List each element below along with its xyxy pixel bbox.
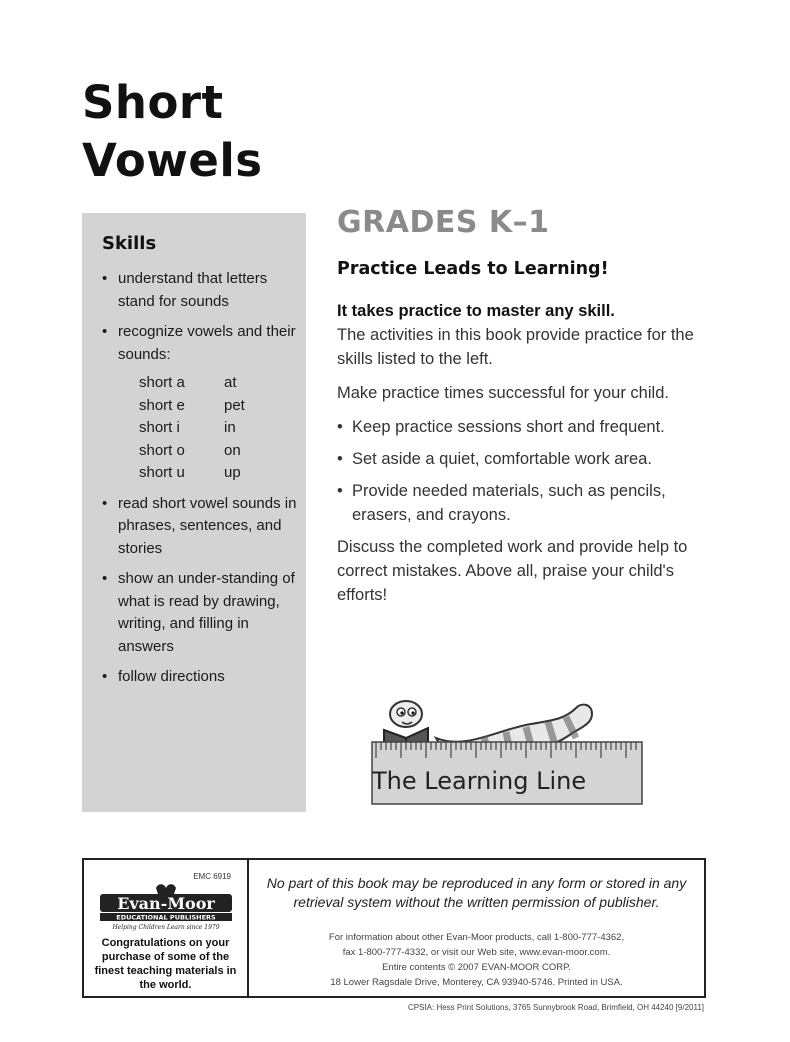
title-line-2: Vowels (82, 134, 263, 187)
title-line-1: Short (82, 76, 224, 129)
info-line: For information about other Evan-Moor products, call 1-800-777-4362, (328, 932, 625, 943)
vowel-name: short u (139, 464, 185, 481)
skills-panel (82, 213, 306, 812)
bullet-icon: • (102, 668, 108, 685)
brand-sub: EDUCATIONAL PUBLISHERS (116, 913, 216, 922)
skill-item (102, 321, 306, 485)
skill-item (102, 268, 306, 313)
skill-text: understand that letters stand for sounds (118, 270, 268, 310)
vowel-row (139, 395, 306, 418)
learning-line-logo (366, 690, 646, 808)
info-line: fax 1-800-777-4332, or visit our Web site, www.evan-moor.com. (342, 947, 611, 958)
vowel-name: short o (139, 441, 185, 459)
brand-tagline: Helping Children Learn since 1979 (112, 924, 220, 931)
tip-item (337, 415, 717, 439)
bullet-icon: • (337, 482, 343, 500)
vowel-row (139, 417, 306, 440)
tip-text: Set aside a quiet, comfortable work area. (352, 450, 652, 468)
tip-text: Keep practice sessions short and frequent. (352, 418, 665, 436)
skill-text: follow directions (118, 668, 225, 685)
skill-text: read short vowel sounds in phrases, sentences, and stories (118, 494, 297, 557)
vowel-word: on (224, 441, 241, 459)
emc-number: EMC 6919 (193, 872, 231, 881)
vowel-table (139, 372, 306, 485)
brand-name: Evan-Moor (117, 894, 215, 913)
vowel-word: up (224, 464, 241, 481)
page-title (82, 74, 263, 190)
contact-info (257, 930, 696, 990)
skill-text: show an under-standing of what is read by drawing, writing, and filling in answers (118, 570, 295, 655)
vowel-row (139, 462, 306, 485)
vowel-name: short e (139, 396, 185, 414)
tip-list (337, 415, 717, 527)
bullet-icon: • (337, 418, 343, 436)
closing-paragraph: Discuss the completed work and provide help to correct mistakes. Above all, praise your child's efforts! (337, 538, 688, 604)
vowel-row (139, 372, 306, 395)
intro-bold-line: It takes practice to master any skill. (337, 302, 615, 320)
skill-item (102, 568, 306, 658)
bullet-icon: • (102, 323, 108, 340)
info-line: Entire contents © 2007 EVAN-MOOR CORP. (382, 962, 571, 973)
practice-paragraph: Make practice times successful for your child. (337, 384, 669, 402)
congrats-text: Congratulations on your purchase of some of the finest teaching materials in the world. (94, 937, 237, 991)
practice-heading: Practice Leads to Learning! (337, 259, 609, 279)
tip-item (337, 479, 717, 527)
tip-item (337, 447, 717, 471)
copyright-notice: No part of this book may be reproduced in any form or stored in any retrieval system without the written permission of publisher. (266, 875, 687, 910)
bullet-icon: • (102, 494, 108, 512)
evan-moor-logo (94, 882, 238, 932)
vowel-name: short i (139, 419, 180, 436)
vowel-word: in (224, 419, 236, 436)
vowel-name: short a (139, 374, 185, 391)
info-line: 18 Lower Ragsdale Drive, Monterey, CA 93940-5746. Printed in USA. (330, 977, 623, 988)
bullet-icon: • (337, 450, 343, 468)
vowel-row (139, 440, 306, 463)
grades-heading: GRADES K–1 (337, 205, 550, 240)
bullet-icon: • (102, 570, 108, 587)
cpsia-line: CPSIA: Hess Print Solutions, 3765 Sunnybrook Road, Brimfield, OH 44240 [9/2011] (407, 1003, 704, 1012)
footer-brand-panel (84, 860, 249, 996)
vowel-word: at (224, 374, 237, 391)
footer-box (82, 858, 706, 998)
skill-list (102, 268, 306, 689)
footer-info-panel (249, 860, 704, 996)
bullet-icon: • (102, 270, 108, 287)
learning-line-text: The Learning Line (372, 767, 587, 795)
intro-block (337, 299, 717, 617)
vowel-word: pet (224, 396, 245, 414)
skill-text: recognize vowels and their sounds: (118, 323, 296, 363)
skills-heading: Skills (102, 233, 157, 254)
intro-text: The activities in this book provide practice for the skills listed to the left. (337, 326, 694, 368)
skill-item (102, 666, 306, 689)
tip-text: Provide needed materials, such as pencils, erasers, and crayons. (352, 482, 666, 524)
skill-item (102, 493, 306, 561)
